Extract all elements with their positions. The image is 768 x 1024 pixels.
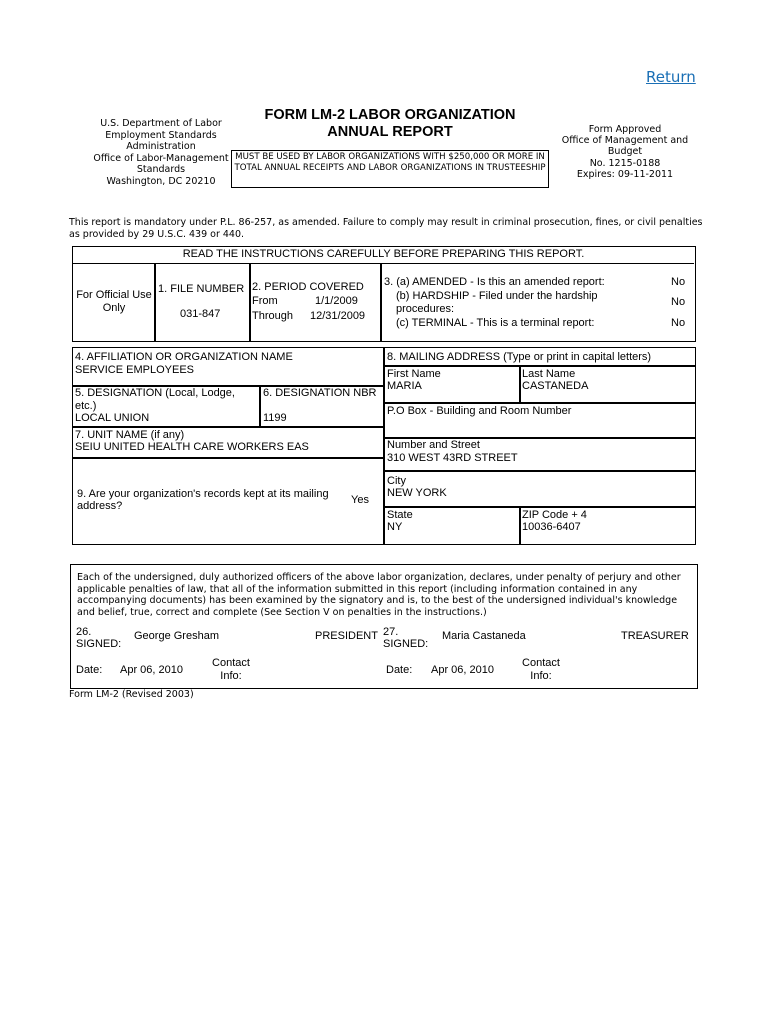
- omb-line: Expires: 09-11-2011: [576, 168, 674, 180]
- read-instructions-banner: READ THE INSTRUCTIONS CAREFULLY BEFORE PREPARING THIS REPORT.: [73, 247, 694, 264]
- unit-name-value: SEIU UNITED HEALTH CARE WORKERS EAS: [75, 441, 309, 453]
- period-from-label: From: [252, 295, 278, 307]
- must-notice-box: [231, 150, 549, 188]
- agency-line: Standards: [136, 164, 186, 176]
- period-from-value: 1/1/2009: [315, 295, 358, 307]
- last-name-label: Last Name: [522, 368, 576, 380]
- signer-26-contact: [211, 657, 251, 683]
- signer-26-number: 26.: [76, 626, 92, 638]
- omb-line: No. 1215-0188: [589, 157, 661, 169]
- first-name-value: MARIA: [387, 380, 422, 392]
- declaration-box: [70, 564, 698, 689]
- official-use-line2: Only: [102, 302, 126, 314]
- signer-26-title: PRESIDENT: [315, 630, 378, 642]
- signer-27-contact-label1: Contact: [522, 657, 560, 669]
- period-through-value: 12/31/2009: [310, 310, 366, 322]
- organization-address-box: [72, 347, 696, 545]
- period-label: 2. PERIOD COVERED: [252, 281, 364, 293]
- affiliation-label: 4. AFFILIATION OR ORGANIZATION NAME: [75, 351, 293, 363]
- state-value: NY: [387, 521, 403, 533]
- terminal-value: No: [671, 317, 686, 329]
- last-name-value: CASTANEDA: [522, 380, 589, 392]
- must-notice-text: MUST BE USED BY LABOR ORGANIZATIONS WITH $250,000 OR MORE IN TOTAL ANNUAL RECEIPTS AND LABOR ORGANIZATIONS IN TRUSTEESHIP: [234, 152, 546, 173]
- agency-line: Administration: [126, 141, 196, 153]
- city-value: NEW YORK: [387, 487, 447, 499]
- pobox-label: P.O Box - Building and Room Number: [387, 405, 572, 417]
- signer-27-signed-label: SIGNED:: [383, 638, 429, 650]
- signer-26-contact-label2: Info:: [220, 670, 242, 682]
- first-name-label: First Name: [387, 368, 441, 380]
- official-use-cell: [74, 289, 154, 315]
- omb-line: Budget: [607, 146, 643, 158]
- report-info-box: [72, 246, 696, 342]
- form-title: [240, 107, 540, 141]
- omb-block: [556, 124, 694, 180]
- file-number-label: 1. FILE NUMBER: [158, 283, 245, 295]
- agency-block: [78, 118, 244, 188]
- agency-line: Office of Labor-Management: [93, 152, 229, 164]
- designation-nbr-label: 6. DESIGNATION NBR: [263, 387, 377, 399]
- signer-27-contact-label2: Info:: [530, 670, 552, 682]
- amended-label: 3. (a) AMENDED - Is this an amended report:: [384, 276, 605, 288]
- hardship-value: No: [671, 296, 686, 308]
- signer-27-contact: [519, 657, 563, 683]
- signer-27-date-label: Date:: [386, 664, 413, 676]
- period-through-label: Through: [252, 310, 293, 322]
- omb-line: Office of Management and: [561, 135, 689, 147]
- agency-line: U.S. Department of Labor: [100, 118, 222, 129]
- records-value: Yes: [351, 494, 369, 506]
- signer-26-name: George Gresham: [134, 630, 219, 642]
- mandatory-notice: This report is mandatory under P.L. 86-257, as amended. Failure to comply may result in criminal prosecution, fines, or civil penalties as provided by 29 U.S.C. 439 or 440.: [69, 217, 703, 240]
- signer-26-signed-label: SIGNED:: [76, 638, 122, 650]
- designation-nbr-value: 1199: [263, 412, 287, 424]
- designation-label: 5. DESIGNATION (Local, Lodge,: [75, 387, 235, 399]
- omb-line: Form Approved: [588, 124, 662, 135]
- signer-26-date: Apr 06, 2010: [120, 664, 183, 676]
- state-label: State: [387, 509, 413, 521]
- agency-line: Washington, DC 20210: [106, 175, 216, 187]
- form-revision-footer: Form LM-2 (Revised 2003): [69, 689, 194, 700]
- affiliation-value: SERVICE EMPLOYEES: [75, 364, 195, 376]
- unit-name-label: 7. UNIT NAME (if any): [75, 429, 185, 441]
- designation-label-2: etc.): [75, 400, 97, 412]
- declaration-text: Each of the undersigned, duly authorized officers of the above labor organization, declares, under penalty of perjury and other applicable penalties of law, that all of the information submitted in this report (including information contained in any accompanying documents) has been examined by the signatory and is, to the best of the undersigned individual's knowledge and belief, true, correct and complete (See Section V on penalties in the instructions.): [77, 572, 681, 618]
- records-label-2: address?: [77, 500, 123, 512]
- form-title-line2: ANNUAL REPORT: [327, 124, 453, 140]
- official-use-line1: For Official Use: [76, 289, 152, 301]
- signer-27-title: TREASURER: [621, 630, 689, 642]
- zip-value: 10036-6407: [522, 521, 581, 533]
- mailing-address-label: 8. MAILING ADDRESS (Type or print in capital letters): [387, 351, 652, 363]
- street-label: Number and Street: [387, 439, 480, 451]
- signer-27-number: 27.: [383, 626, 399, 638]
- terminal-label: (c) TERMINAL - This is a terminal report:: [396, 317, 595, 329]
- hardship-label-2: procedures:: [396, 303, 455, 315]
- signer-26-contact-label1: Contact: [212, 657, 250, 669]
- street-value: 310 WEST 43RD STREET: [387, 452, 518, 464]
- form-title-line1: FORM LM-2 LABOR ORGANIZATION: [264, 107, 516, 123]
- hardship-label: (b) HARDSHIP - Filed under the hardship: [396, 290, 598, 302]
- signer-27-date: Apr 06, 2010: [431, 664, 494, 676]
- agency-line: Employment Standards: [105, 129, 217, 141]
- return-link[interactable]: Return: [646, 68, 696, 86]
- zip-label: ZIP Code + 4: [522, 509, 587, 521]
- designation-value: LOCAL UNION: [75, 412, 150, 424]
- signer-27-name: Maria Castaneda: [442, 630, 526, 642]
- records-label: 9. Are your organization's records kept at its mailing: [77, 488, 329, 500]
- signer-26-date-label: Date:: [76, 664, 103, 676]
- city-label: City: [387, 475, 406, 487]
- file-number-value: 031-847: [180, 308, 221, 320]
- amended-value: No: [671, 276, 686, 288]
